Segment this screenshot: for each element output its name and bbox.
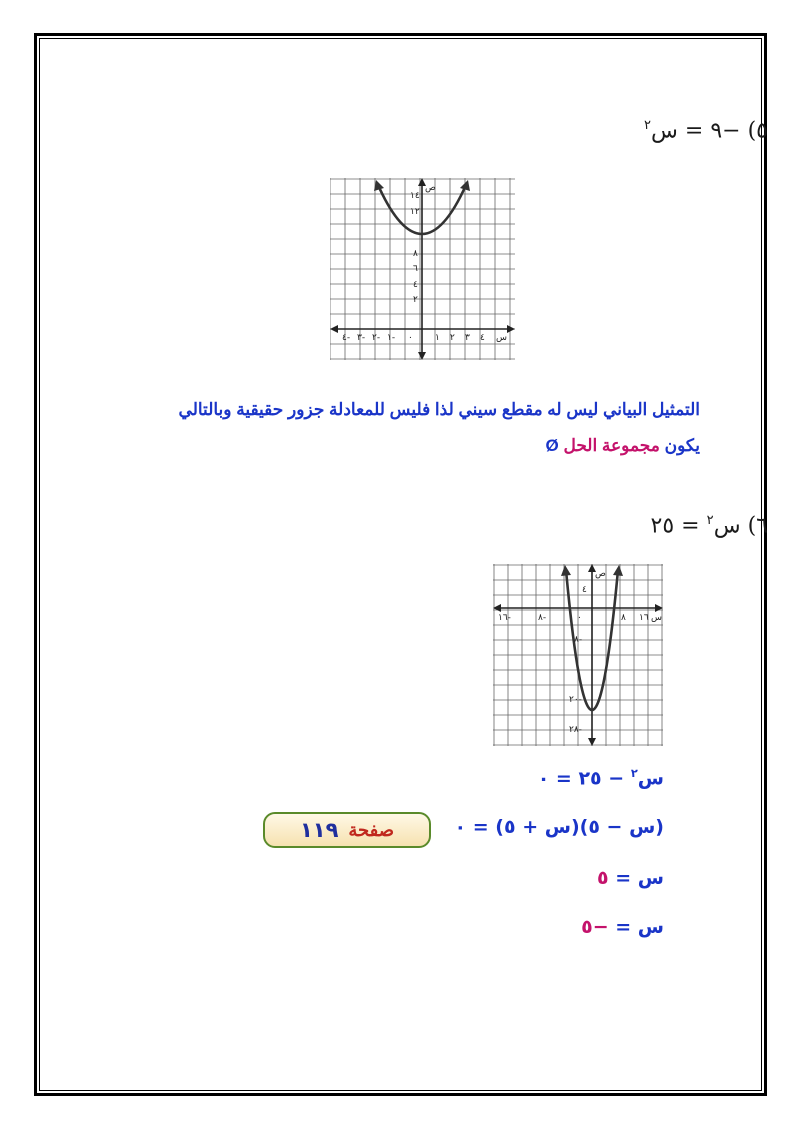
question-6-rhs: = ٢٥ <box>650 513 700 539</box>
graph-1-y-tick: ٢ <box>413 295 418 305</box>
graph-1-x-tick: ١- <box>387 333 396 343</box>
graph-1-y-tick: ٦ <box>413 264 418 274</box>
solution-step-2: (س − ٥)(س + ٥) = ٠ <box>454 816 664 838</box>
explanation-prefix: يكون <box>664 436 700 455</box>
graph-1-y-tick: ١٤ <box>410 191 420 201</box>
question-6 <box>651 513 768 538</box>
graph-1-x-tick: ٠ <box>408 333 413 343</box>
parabola-graph-2 <box>493 564 663 746</box>
graph-2-y-tick: ٤ <box>582 585 587 595</box>
graph-1-x-tick: ٤ <box>480 333 485 343</box>
solution-step-3 <box>597 867 664 889</box>
step-1-variable: س <box>637 767 664 790</box>
solution-set-label: مجموعة الحل <box>563 436 660 455</box>
page-number: ١١٩ <box>299 818 339 842</box>
step-1-power: ٢ <box>630 766 638 780</box>
question-5-power: ٢ <box>643 118 652 133</box>
question-6-power: ٢ <box>706 513 714 528</box>
page-word: صفحة <box>348 819 395 841</box>
graph-1-x-tick: ١ <box>435 333 440 343</box>
solution-step-4 <box>581 916 664 938</box>
parabola-graph-1 <box>330 178 515 360</box>
graph-1-y-tick: ٤ <box>413 280 418 290</box>
question-5-number: ٥) <box>747 118 768 144</box>
explanation-line-2 <box>545 436 700 456</box>
question-6-number: ٦) <box>747 513 768 539</box>
graph-2-y-label: ص <box>595 569 606 579</box>
solution-step-1 <box>538 766 664 789</box>
page-reference-badge <box>263 812 431 848</box>
explanation-line-1: التمثيل البياني ليس له مقطع سيني لذا فليس للمعادلة جزور حقيقية وبالتالي <box>178 400 700 419</box>
empty-set-symbol: Ø <box>545 436 559 455</box>
question-6-variable: س <box>713 513 741 539</box>
graph-1-x-tick: ٤- <box>342 333 351 343</box>
graph-2-y-tick: ٨- <box>574 635 583 645</box>
step-3-value: ٥ <box>597 867 609 889</box>
graph-1-y-label: ص <box>425 183 436 193</box>
graph-1-x-arrow-left <box>330 325 338 333</box>
question-5-equation: −٩ = س <box>651 118 741 144</box>
graph-2-y-tick: ٢٠- <box>569 695 582 705</box>
graph-2-x-tick: ٨ <box>621 613 626 623</box>
graph-1-x-tick: ٣ <box>465 333 470 343</box>
step-1-rest: − ٢٥ = ٠ <box>537 767 625 790</box>
step-3-variable: س = <box>615 867 664 889</box>
graph-1-x-tick: ٢ <box>450 333 455 343</box>
question-5 <box>644 118 768 143</box>
graph-2-x-tick: ٨- <box>538 613 547 623</box>
graph-2-curve-arrow-right <box>613 565 623 576</box>
graph-2-y-tick: ٢٨- <box>569 725 582 735</box>
graph-1-x-tick: ٣- <box>357 333 366 343</box>
step-4-variable: س = <box>615 916 664 938</box>
graph-2-x-label: س <box>651 613 662 623</box>
graph-1-x-arrow-right <box>507 325 515 333</box>
graph-1-curve-arrow-left <box>374 180 384 191</box>
graph-2-curve-arrow-left <box>561 565 571 576</box>
graph-2-grid <box>493 564 663 746</box>
graph-2-x-tick: ١٦ <box>639 613 649 623</box>
graph-2-x-tick: ٠ <box>577 613 582 623</box>
graph-1-x-tick: ٢- <box>372 333 381 343</box>
graph-1-x-label: س <box>496 333 507 343</box>
graph-1-y-tick: ٨ <box>413 249 418 259</box>
graph-2-x-tick: ١٦- <box>498 613 511 623</box>
graph-1-y-tick: ١٢ <box>410 207 420 217</box>
step-4-value: −٥ <box>581 916 609 938</box>
